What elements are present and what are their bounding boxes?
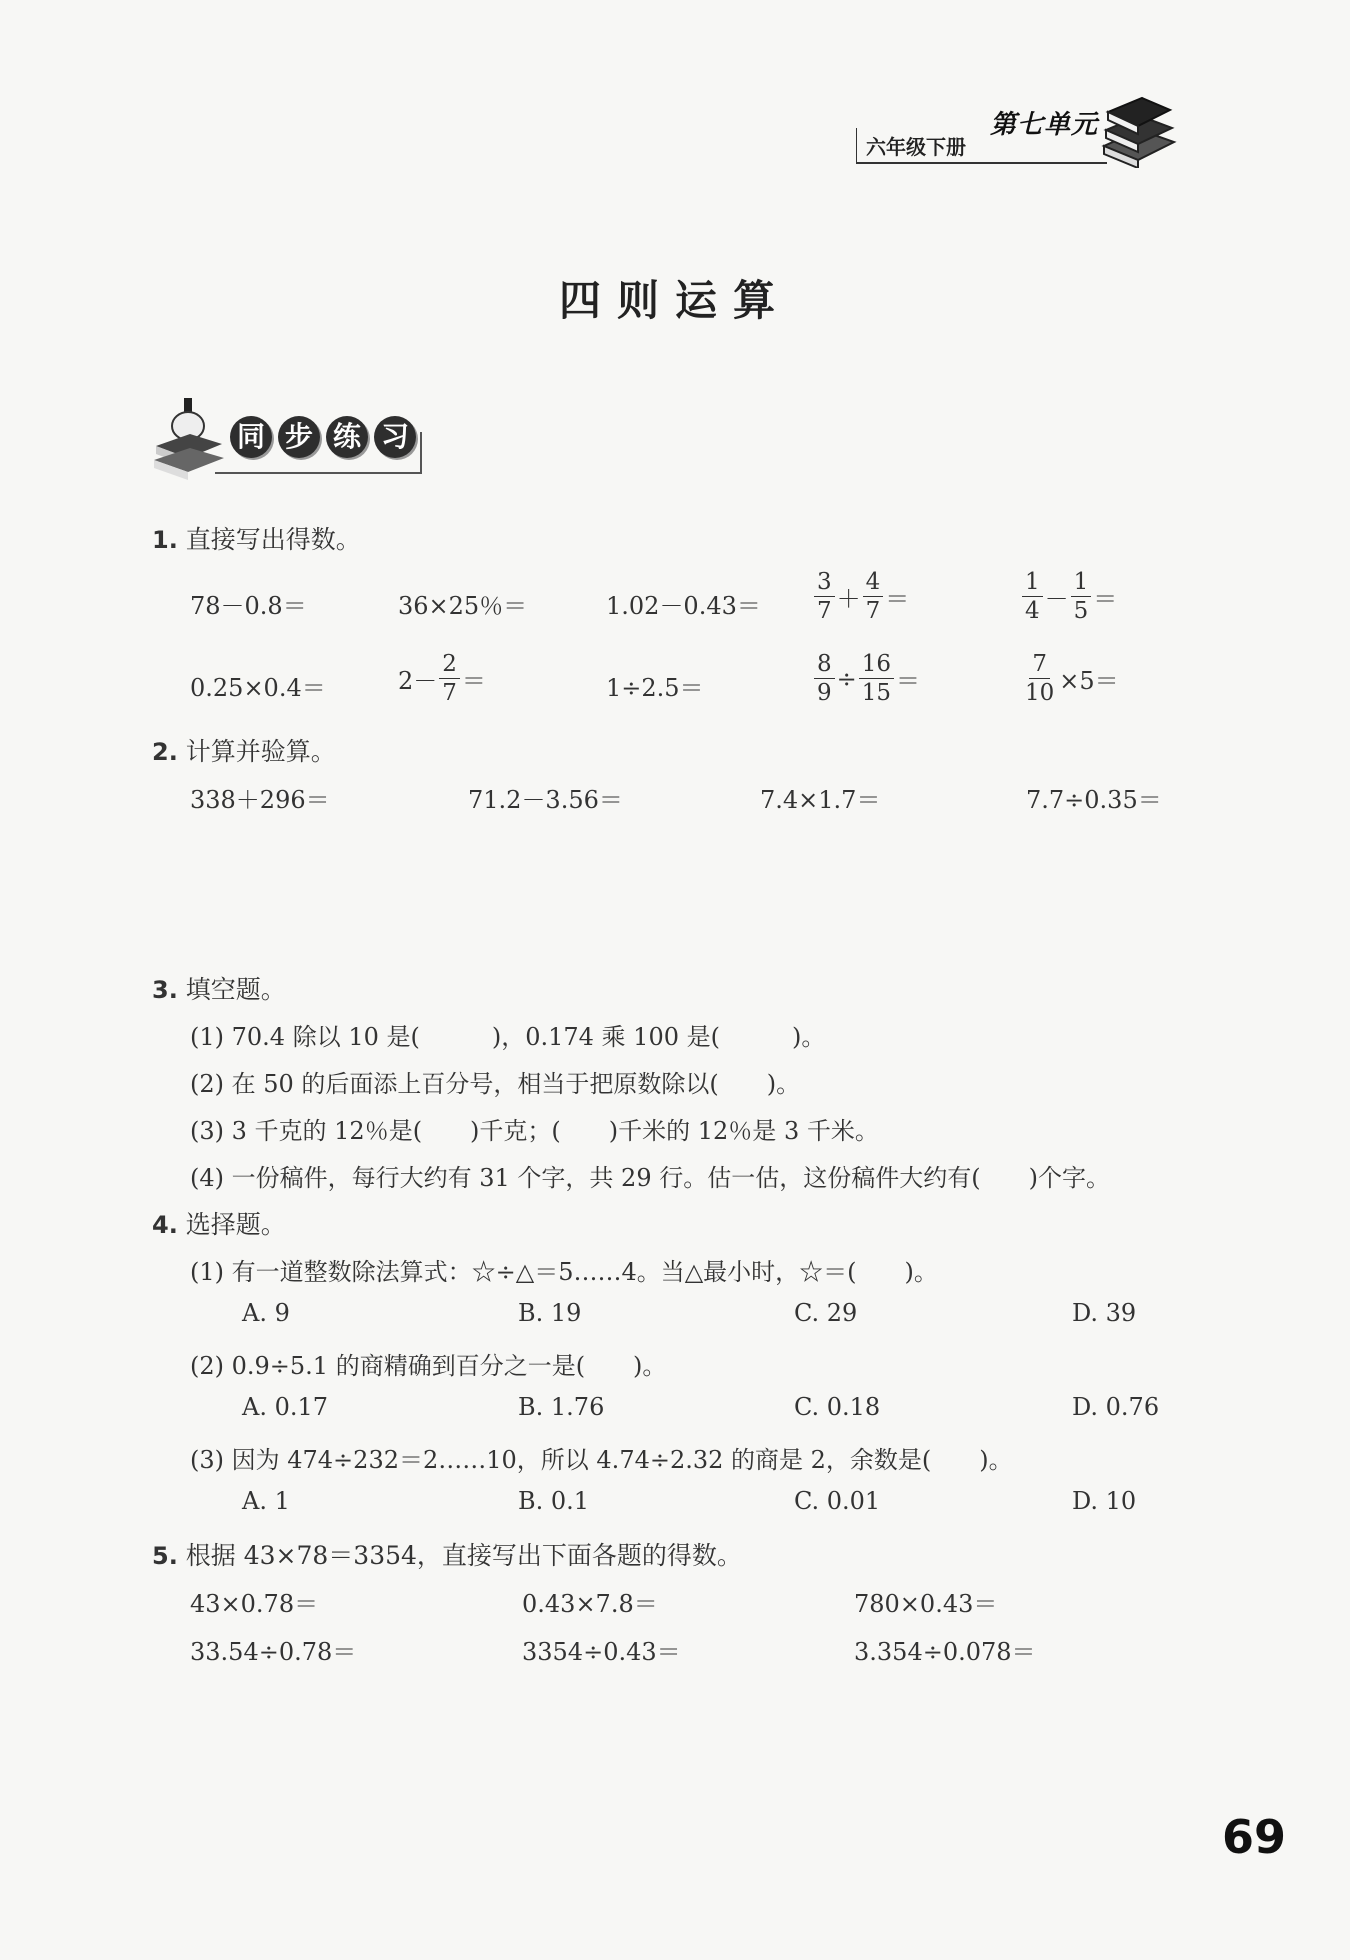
numerator: 1	[1071, 568, 1092, 597]
q3-item: (4) 一份稿件，每行大约有 31 个字，共 29 行。估一估，这份稿件大约有( )个字。	[190, 1164, 1110, 1192]
equals: ＝	[885, 585, 910, 613]
denominator: 7	[865, 598, 881, 624]
denominator: 7	[442, 680, 457, 706]
option-d: D. 10	[1072, 1487, 1137, 1515]
q3-item: (3) 3 千克的 12％是( )千克；( )千米的 12％是 3 千米。	[190, 1117, 879, 1145]
denominator: 4	[1025, 598, 1040, 624]
question-text: 计算并验算。	[185, 737, 336, 766]
option-b: B. 1.76	[518, 1393, 605, 1421]
q2-item: 7.4×1.7＝	[760, 786, 881, 814]
q5-item: 33.54÷0.78＝	[190, 1638, 357, 1666]
banner-char: 习	[374, 416, 416, 458]
question-text: 选择题。	[185, 1210, 286, 1239]
question-4	[152, 1205, 286, 1241]
banner-char: 步	[278, 416, 320, 458]
numerator: 2	[439, 650, 460, 679]
q4-stem: (3) 因为 474÷232＝2……10，所以 4.74÷2.32 的商是 2，余数是( )。	[190, 1446, 1013, 1474]
numerator: 3	[814, 568, 835, 597]
numerator: 16	[859, 650, 894, 679]
numerator: 4	[863, 568, 884, 597]
grade-label: 六年级下册	[866, 135, 966, 159]
q1-item: 1.02－0.43＝	[606, 592, 761, 620]
q1-item: 0.25×0.4＝	[190, 674, 326, 702]
question-3	[152, 970, 286, 1006]
equals: ＝	[896, 667, 921, 695]
option-a: A. 1	[242, 1487, 290, 1515]
question-number: 5.	[152, 1542, 178, 1570]
option-c: C. 0.01	[794, 1487, 881, 1515]
q5-item: 43×0.78＝	[190, 1590, 319, 1618]
q2-item: 338＋296＝	[190, 786, 330, 814]
numerator: 1	[1022, 568, 1043, 597]
option-d: D. 0.76	[1072, 1393, 1160, 1421]
option-b: B. 19	[518, 1299, 582, 1327]
question-text: 填空题。	[185, 975, 286, 1004]
question-5	[152, 1536, 742, 1572]
question-number: 2.	[152, 738, 178, 766]
option-a: A. 0.17	[242, 1393, 329, 1421]
q1-fraction-item	[398, 650, 486, 707]
page-title: 四则运算	[558, 276, 791, 325]
numerator: 7	[1029, 650, 1050, 679]
q1-fraction-item	[1020, 568, 1117, 625]
q1-fraction-item	[812, 568, 909, 625]
denominator: 15	[861, 680, 892, 706]
suffix: ×5＝	[1059, 667, 1119, 695]
question-2	[152, 732, 336, 768]
prefix: 2－	[398, 667, 438, 695]
question-1	[152, 520, 361, 556]
q1-item: 78－0.8＝	[190, 592, 307, 620]
denominator: 9	[817, 680, 832, 706]
question-text: 直接写出得数。	[185, 525, 361, 554]
option-d: D. 39	[1072, 1299, 1137, 1327]
section-banner	[230, 416, 416, 458]
question-text: 根据 43×78＝3354，直接写出下面各题的得数。	[185, 1541, 742, 1570]
operator: －	[1044, 585, 1069, 613]
q1-item: 36×25％＝	[398, 592, 528, 620]
denominator: 10	[1025, 680, 1055, 706]
operator: ＋	[836, 585, 861, 613]
q2-item: 71.2－3.56＝	[468, 786, 623, 814]
books-icon	[1098, 96, 1178, 168]
option-c: C. 29	[794, 1299, 858, 1327]
q1-fraction-item	[812, 650, 920, 707]
operator: ÷	[836, 664, 857, 693]
option-a: A. 9	[242, 1299, 290, 1327]
equals: ＝	[461, 667, 486, 695]
page-number: 69	[1222, 1810, 1287, 1864]
denominator: 5	[1073, 598, 1089, 624]
question-number: 3.	[152, 976, 178, 1004]
q1-fraction-item	[1020, 650, 1119, 707]
denominator: 7	[817, 598, 832, 624]
option-b: B. 0.1	[518, 1487, 590, 1515]
numerator: 8	[814, 650, 835, 679]
banner-char: 练	[326, 416, 368, 458]
option-c: C. 0.18	[794, 1393, 881, 1421]
unit-label: 第七单元	[990, 110, 1099, 140]
q2-item: 7.7÷0.35＝	[1026, 786, 1162, 814]
question-number: 4.	[152, 1211, 178, 1239]
q1-item: 1÷2.5＝	[606, 674, 704, 702]
banner-char: 同	[230, 416, 272, 458]
q5-item: 780×0.43＝	[854, 1590, 998, 1618]
q4-stem: (2) 0.9÷5.1 的商精确到百分之一是( )。	[190, 1352, 667, 1380]
q5-item: 3.354÷0.078＝	[854, 1638, 1036, 1666]
q3-item: (1) 70.4 除以 10 是( )，0.174 乘 100 是( )。	[190, 1023, 826, 1051]
q5-item: 0.43×7.8＝	[522, 1590, 658, 1618]
equals: ＝	[1093, 585, 1118, 613]
q5-item: 3354÷0.43＝	[522, 1638, 681, 1666]
q4-stem: (1) 有一道整数除法算式：☆÷△＝5……4。当△最小时，☆＝( )。	[190, 1258, 938, 1286]
question-number: 1.	[152, 526, 178, 554]
q3-item: (2) 在 50 的后面添上百分号，相当于把原数除以( )。	[190, 1070, 801, 1098]
